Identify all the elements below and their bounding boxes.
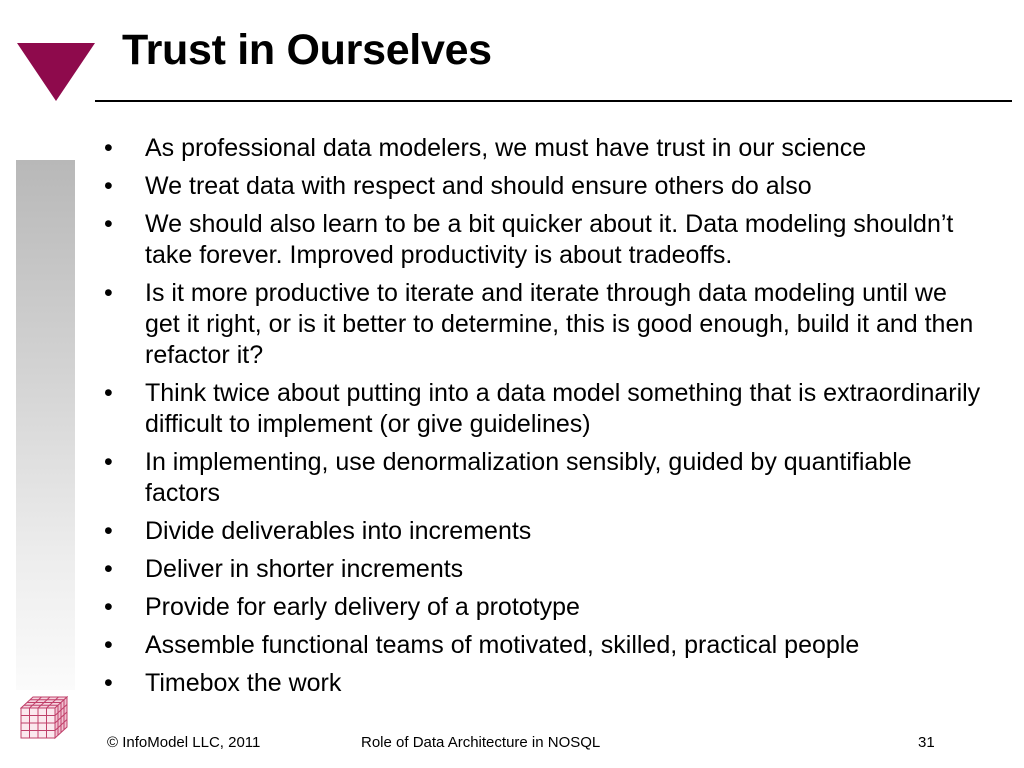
bullet-item xyxy=(104,133,984,164)
bullet-text: Is it more productive to iterate and iterate through data modeling until we get it right, or is it better to determine, this is good enough, build it and then refactor it? xyxy=(145,279,974,369)
bullet-text: Deliver in shorter increments xyxy=(145,555,464,583)
bullet-item xyxy=(104,516,984,547)
bullet-text: As professional data modelers, we must have trust in our science xyxy=(145,134,867,162)
slide-title: Trust in Ourselves xyxy=(122,26,492,74)
footer-page-number: 31 xyxy=(918,734,935,751)
side-gradient-bar xyxy=(16,160,75,690)
bullet-dot: • xyxy=(104,210,113,238)
bullet-dot: • xyxy=(104,379,113,407)
bullet-item xyxy=(104,447,984,509)
bullet-dot: • xyxy=(104,517,113,545)
bullet-dot: • xyxy=(104,279,113,307)
bullet-item xyxy=(104,209,984,271)
bullet-item xyxy=(104,378,984,440)
bullet-text: Assemble functional teams of motivated, skilled, practical people xyxy=(145,631,860,659)
bullet-item xyxy=(104,668,984,699)
bullet-text: Divide deliverables into increments xyxy=(145,517,532,545)
bullet-item xyxy=(104,278,984,371)
bullet-text: Provide for early delivery of a prototype xyxy=(145,593,580,621)
bullet-item xyxy=(104,171,984,202)
bullet-text: In implementing, use denormalization sensibly, guided by quantifiable factors xyxy=(145,448,912,507)
bullet-text: We treat data with respect and should ensure others do also xyxy=(145,172,812,200)
cube-icon xyxy=(20,696,68,740)
bullet-dot: • xyxy=(104,593,113,621)
bullet-dot: • xyxy=(104,669,113,697)
bullet-dot: • xyxy=(104,172,113,200)
bullet-dot: • xyxy=(104,631,113,659)
bullet-item xyxy=(104,554,984,585)
bullet-dot: • xyxy=(104,448,113,476)
bullet-text: Think twice about putting into a data model something that is extraordinarily difficult to implement (or give guidelines) xyxy=(145,379,981,438)
bullet-list xyxy=(104,133,984,706)
bullet-text: Timebox the work xyxy=(145,669,342,697)
bullet-text: We should also learn to be a bit quicker about it. Data modeling shouldn’t take forever. Improved productivity is about tradeoffs. xyxy=(145,210,954,269)
footer-presentation-title: Role of Data Architecture in NOSQL xyxy=(361,734,601,751)
title-divider xyxy=(95,100,1012,102)
bullet-item xyxy=(104,592,984,623)
bullet-dot: • xyxy=(104,555,113,583)
bullet-item xyxy=(104,630,984,661)
triangle-logo-icon xyxy=(17,43,95,101)
footer-copyright: © InfoModel LLC, 2011 xyxy=(107,734,261,751)
bullet-dot: • xyxy=(104,134,113,162)
